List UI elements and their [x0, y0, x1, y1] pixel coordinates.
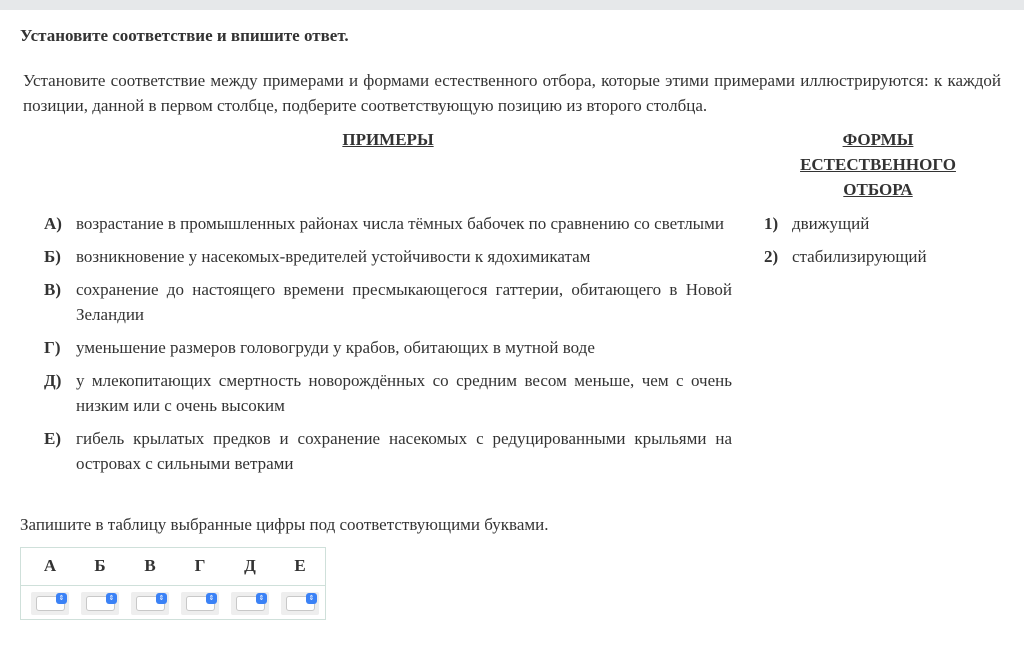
- form-text: движущий: [792, 214, 870, 233]
- example-letter: Б): [44, 247, 61, 266]
- example-text: возрастание в промышленных районах числа тёмных бабочек по сравнению со светлыми: [76, 214, 724, 233]
- task-instructions: Установите соответствие между примерами и формами естественного отбора, которые этими примерами иллюстрируются: к каждой позиции, данной в первом столбце, подберите соответствующую позицию из второго столбца.: [23, 71, 1001, 115]
- examples-column-heading: ПРИМЕРЫ: [342, 130, 434, 149]
- answer-header-cell: Г: [194, 556, 206, 575]
- answer-table-header: [21, 548, 325, 586]
- form-item: [764, 211, 1004, 236]
- example-letter: Г): [44, 338, 61, 357]
- forms-heading-line: ФОРМЫ: [842, 130, 914, 149]
- answer-select-e[interactable]: [281, 592, 319, 615]
- example-text: сохранение до настоящего времени пресмыкающегося гаттерии, обитающего в Новой Зеландии: [76, 280, 732, 324]
- example-item: [44, 244, 732, 269]
- example-text: гибель крылатых предков и сохранение насекомых с редуцированными крыльями на островах с сильными ветрами: [76, 429, 732, 473]
- answer-select-row: [21, 586, 325, 621]
- chevron-up-down-icon: ⇕: [106, 593, 117, 604]
- form-number: 1): [764, 214, 779, 233]
- form-item: [764, 244, 1004, 269]
- chevron-up-down-icon: ⇕: [206, 593, 217, 604]
- form-number: 2): [764, 247, 779, 266]
- example-letter: Е): [44, 429, 61, 448]
- example-letter: Д): [44, 371, 62, 390]
- example-text: уменьшение размеров головогруди у крабов, обитающих в мутной воде: [76, 338, 595, 357]
- answer-table: [20, 547, 326, 620]
- forms-heading-line: ЕСТЕСТВЕННОГО: [800, 155, 956, 174]
- answer-header-cell: Б: [94, 556, 106, 575]
- answer-select-d[interactable]: [231, 592, 269, 615]
- answer-select-g[interactable]: [181, 592, 219, 615]
- form-text: стабилизирующий: [792, 247, 927, 266]
- top-bar: [0, 0, 1024, 10]
- example-item: [44, 368, 732, 418]
- chevron-up-down-icon: ⇕: [306, 593, 317, 604]
- example-item: [44, 211, 732, 236]
- answer-select-a[interactable]: [31, 592, 69, 615]
- example-letter: В): [44, 280, 61, 299]
- examples-list: [44, 211, 732, 484]
- answer-select-b[interactable]: [81, 592, 119, 615]
- chevron-up-down-icon: ⇕: [256, 593, 267, 604]
- answer-select-v[interactable]: [131, 592, 169, 615]
- task-title: Установите соответствие и впишите ответ.: [20, 26, 349, 45]
- example-text: у млекопитающих смертность новорождённых со средним весом меньше, чем с очень низким или с очень высоким: [76, 371, 732, 415]
- chevron-up-down-icon: ⇕: [56, 593, 67, 604]
- forms-column-heading: [760, 127, 996, 202]
- example-item: [44, 335, 732, 360]
- example-item: [44, 277, 732, 327]
- chevron-up-down-icon: ⇕: [156, 593, 167, 604]
- forms-list: [764, 211, 1004, 277]
- answer-caption: Запишите в таблицу выбранные цифры под соответствующими буквами.: [20, 515, 549, 534]
- example-item: [44, 426, 732, 476]
- forms-heading-line: ОТБОРА: [843, 180, 913, 199]
- example-text: возникновение у насекомых-вредителей устойчивости к ядохимикатам: [76, 247, 591, 266]
- answer-header-cell: В: [144, 556, 156, 575]
- answer-header-cell: А: [43, 556, 57, 575]
- example-letter: А): [44, 214, 62, 233]
- answer-header-cell: Е: [294, 556, 306, 575]
- answer-header-cell: Д: [244, 556, 256, 575]
